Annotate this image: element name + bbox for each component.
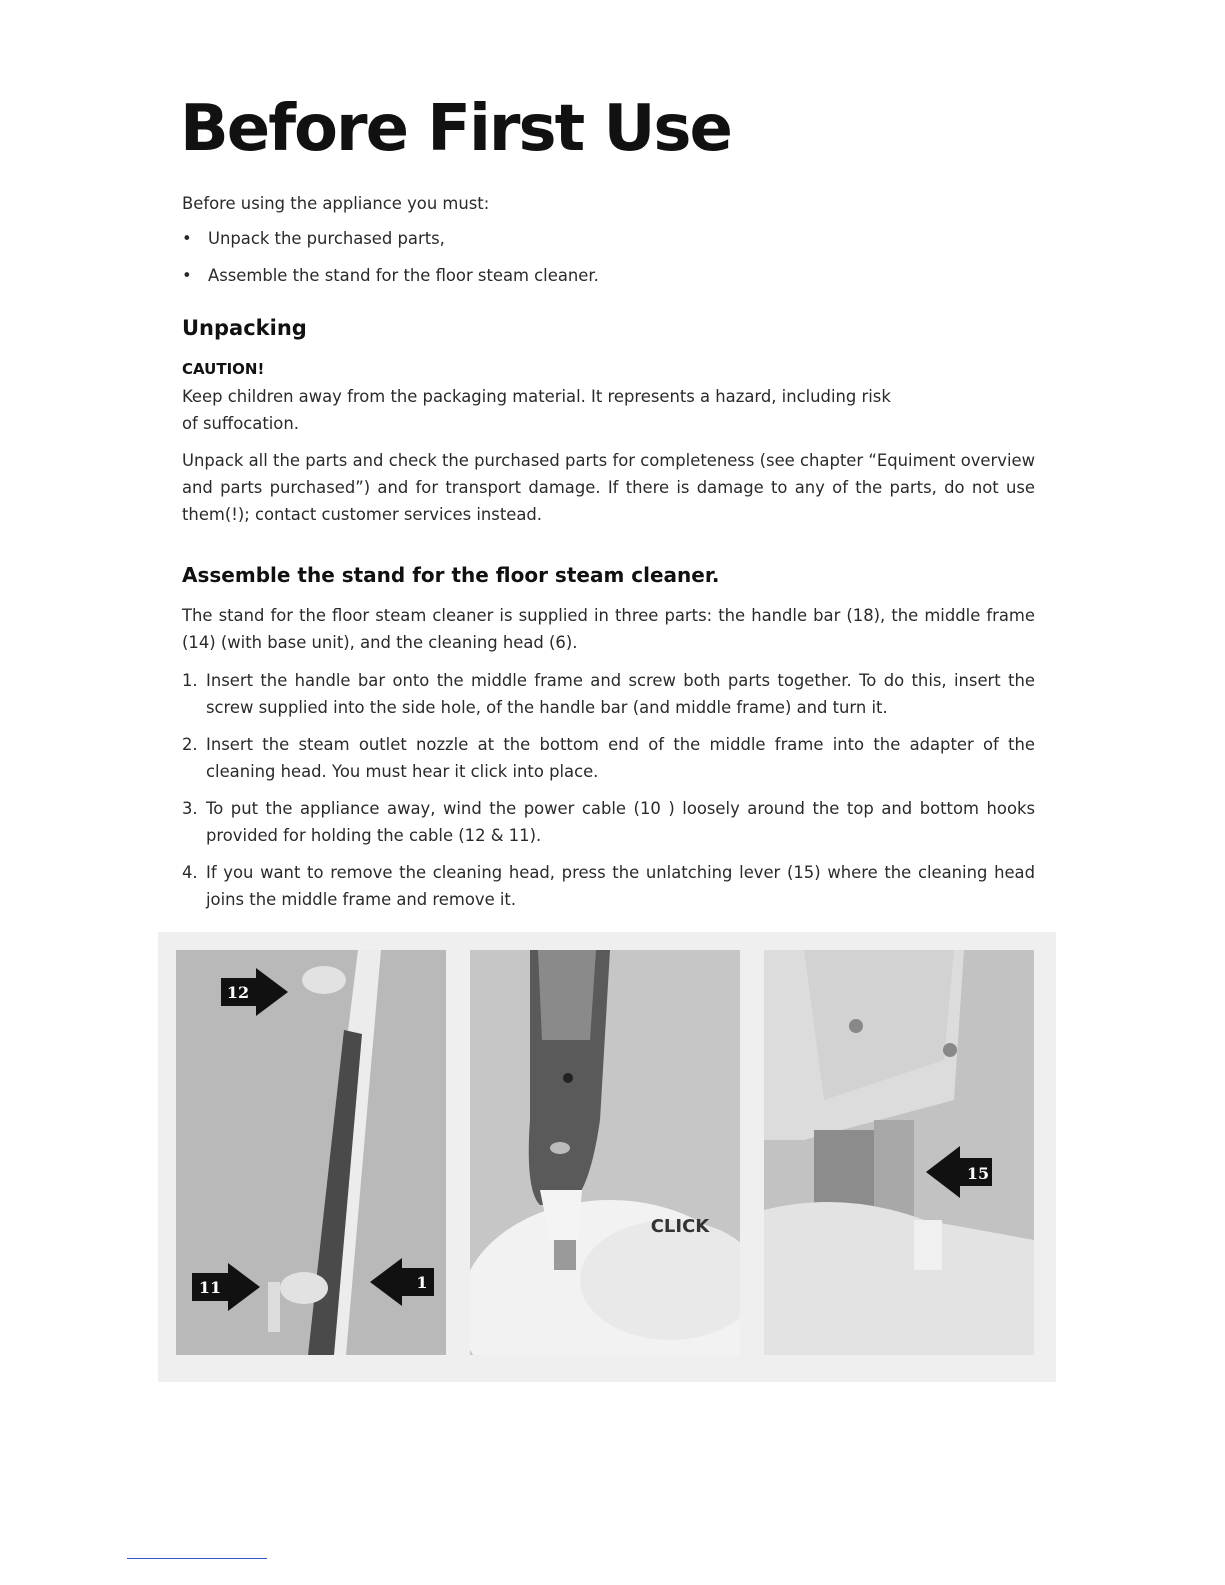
- bullet-text: Unpack the purchased parts,: [208, 229, 445, 248]
- section-heading-unpacking: Unpacking: [182, 316, 307, 340]
- step-number: 4.: [182, 863, 198, 882]
- step-item: [182, 795, 1035, 849]
- step-item: [182, 859, 1035, 913]
- step-number: 1.: [182, 671, 198, 690]
- bullet-text: Assemble the stand for the floor steam cleaner.: [208, 266, 599, 285]
- lever-label-15: 15: [966, 1164, 990, 1183]
- bullet-icon: •: [182, 229, 192, 248]
- step-text: Insert the steam outlet nozzle at the bottom end of the middle frame into the adapter of the cleaning head. You must hear it click into place.: [206, 735, 1035, 781]
- step-number: 2.: [182, 735, 198, 754]
- intro-lead: Before using the appliance you must:: [182, 194, 490, 213]
- step-text: If you want to remove the cleaning head, press the unlatching lever (15) where the cleaning head joins the middle frame and remove it.: [206, 863, 1035, 909]
- screw-label-1: 1: [416, 1273, 428, 1292]
- assemble-intro: The stand for the floor steam cleaner is supplied in three parts: the handle bar (18), the middle frame (14) (with base unit), and the cleaning head (6).: [182, 606, 1035, 652]
- step-text: To put the appliance away, wind the power cable (10 ) loosely around the top and bottom hooks provided for holding the cable (12 & 11).: [206, 799, 1035, 845]
- page-title: Before First Use: [180, 92, 731, 166]
- caution-text-line2: of suffocation.: [182, 414, 299, 433]
- caution-label: CAUTION!: [182, 360, 265, 378]
- caution-text-line1: Keep children away from the packaging material. It represents a hazard, including risk: [182, 387, 891, 406]
- bullet-item: [182, 266, 599, 285]
- footer-divider: [127, 1558, 267, 1559]
- section-heading-assemble: Assemble the stand for the floor steam cleaner.: [182, 563, 720, 587]
- unpacking-body: Unpack all the parts and check the purchased parts for completeness (see chapter “Equiment overview and parts purchased”) and for transport damage. If there is damage to any of the parts, do not use them(!); contact customer services instead.: [182, 451, 1035, 524]
- photo-handle-hooks: [176, 950, 446, 1355]
- click-label: CLICK: [650, 1216, 710, 1237]
- bullet-icon: •: [182, 266, 192, 285]
- bullet-item: [182, 229, 445, 248]
- step-text: Insert the handle bar onto the middle frame and screw both parts together. To do this, insert the screw supplied into the side hole, of the handle bar (and middle frame) and turn it.: [206, 671, 1035, 717]
- step-item: [182, 731, 1035, 785]
- step-item: [182, 667, 1035, 721]
- assembly-figure: [158, 932, 1056, 1382]
- hook-label-11: 11: [198, 1278, 222, 1297]
- photo-nozzle-click: [470, 950, 740, 1355]
- photo-unlatch-lever: [764, 950, 1034, 1355]
- hook-label-12: 12: [226, 983, 250, 1002]
- step-number: 3.: [182, 799, 198, 818]
